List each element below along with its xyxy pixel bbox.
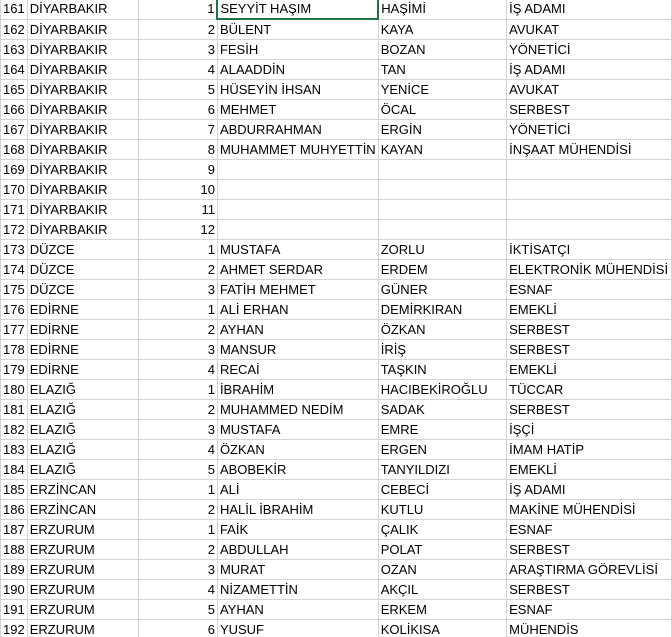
cell-profession[interactable]: ARAŞTIRMA GÖREVLİSİ bbox=[507, 560, 672, 580]
cell-order[interactable]: 10 bbox=[138, 180, 217, 200]
cell-province[interactable]: EDİRNE bbox=[27, 300, 138, 320]
table-row bbox=[1, 220, 672, 240]
cell-province[interactable]: DİYARBAKIR bbox=[27, 60, 138, 80]
table-row bbox=[1, 300, 672, 320]
cell-row-number[interactable]: 161 bbox=[1, 0, 28, 19]
cell-order[interactable]: 1 bbox=[138, 240, 217, 260]
cell-first-name[interactable]: BÜLENT bbox=[217, 19, 378, 40]
cell-profession[interactable]: SERBEST bbox=[507, 100, 672, 120]
cell-profession[interactable]: ESNAF bbox=[507, 280, 672, 300]
cell-profession[interactable]: İKTİSATÇI bbox=[507, 240, 672, 260]
cell-profession[interactable]: SERBEST bbox=[507, 320, 672, 340]
cell-row-number[interactable]: 191 bbox=[1, 600, 28, 620]
cell-order[interactable]: 4 bbox=[138, 440, 217, 460]
cell-row-number[interactable]: 183 bbox=[1, 440, 28, 460]
cell-surname[interactable]: KOLİKISA bbox=[378, 620, 506, 637]
cell-order[interactable]: 5 bbox=[138, 80, 217, 100]
cell-row-number[interactable]: 173 bbox=[1, 240, 28, 260]
table-row bbox=[1, 340, 672, 360]
table-row bbox=[1, 480, 672, 500]
cell-first-name[interactable]: FESİH bbox=[217, 40, 378, 60]
cell-row-number[interactable]: 190 bbox=[1, 580, 28, 600]
cell-province[interactable]: ELAZIĞ bbox=[27, 420, 138, 440]
table-row bbox=[1, 160, 672, 180]
cell-order[interactable]: 1 bbox=[138, 380, 217, 400]
cell-surname[interactable]: TANYILDIZI bbox=[378, 460, 506, 480]
table-row bbox=[1, 360, 672, 380]
cell-surname[interactable]: ERGİN bbox=[378, 120, 506, 140]
cell-surname[interactable]: CEBECİ bbox=[378, 480, 506, 500]
cell-row-number[interactable]: 166 bbox=[1, 100, 28, 120]
cell-province[interactable]: ERZİNCAN bbox=[27, 500, 138, 520]
cell-row-number[interactable]: 176 bbox=[1, 300, 28, 320]
cell-first-name[interactable]: ALİ bbox=[217, 480, 378, 500]
cell-profession[interactable]: YÖNETİCİ bbox=[507, 40, 672, 60]
cell-order[interactable]: 2 bbox=[138, 320, 217, 340]
cell-first-name[interactable]: MUSTAFA bbox=[217, 420, 378, 440]
cell-row-number[interactable]: 181 bbox=[1, 400, 28, 420]
cell-province[interactable]: ELAZIĞ bbox=[27, 440, 138, 460]
cell-province[interactable]: DİYARBAKIR bbox=[27, 100, 138, 120]
table-row bbox=[1, 140, 672, 160]
cell-profession[interactable]: İMAM HATİP bbox=[507, 440, 672, 460]
cell-first-name[interactable]: MUHAMMET MUHYETTİN bbox=[217, 140, 378, 160]
table-row bbox=[1, 200, 672, 220]
cell-surname[interactable]: GÜNER bbox=[378, 280, 506, 300]
cell-order[interactable]: 1 bbox=[138, 300, 217, 320]
cell-row-number[interactable]: 179 bbox=[1, 360, 28, 380]
cell-row-number[interactable]: 171 bbox=[1, 200, 28, 220]
cell-surname[interactable]: TAŞKIN bbox=[378, 360, 506, 380]
cell-surname[interactable]: POLAT bbox=[378, 540, 506, 560]
cell-order[interactable]: 3 bbox=[138, 560, 217, 580]
cell-province[interactable]: ERZURUM bbox=[27, 600, 138, 620]
cell-surname[interactable]: KAYA bbox=[378, 19, 506, 40]
cell-surname[interactable] bbox=[378, 200, 506, 220]
cell-profession[interactable]: ELEKTRONİK MÜHENDİSİ bbox=[507, 260, 672, 280]
cell-order[interactable]: 3 bbox=[138, 40, 217, 60]
cell-profession[interactable]: İŞÇİ bbox=[507, 420, 672, 440]
cell-surname[interactable]: ÖZKAN bbox=[378, 320, 506, 340]
cell-row-number[interactable]: 172 bbox=[1, 220, 28, 240]
cell-profession[interactable]: İŞ ADAMI bbox=[507, 0, 672, 19]
cell-profession[interactable]: YÖNETİCİ bbox=[507, 120, 672, 140]
cell-province[interactable]: ERZURUM bbox=[27, 540, 138, 560]
cell-row-number[interactable]: 170 bbox=[1, 180, 28, 200]
cell-province[interactable]: DİYARBAKIR bbox=[27, 140, 138, 160]
cell-first-name[interactable]: YUSUF bbox=[217, 620, 378, 637]
cell-order[interactable]: 1 bbox=[138, 0, 217, 19]
cell-profession[interactable]: SERBEST bbox=[507, 540, 672, 560]
cell-first-name[interactable]: MUHAMMED NEDİM bbox=[217, 400, 378, 420]
table-row bbox=[1, 620, 672, 637]
table-row bbox=[1, 420, 672, 440]
cell-province[interactable]: ELAZIĞ bbox=[27, 400, 138, 420]
cell-row-number[interactable]: 189 bbox=[1, 560, 28, 580]
table-row bbox=[1, 320, 672, 340]
cell-profession[interactable] bbox=[507, 160, 672, 180]
cell-first-name[interactable]: FAİK bbox=[217, 520, 378, 540]
cell-province[interactable]: ERZİNCAN bbox=[27, 480, 138, 500]
cell-row-number[interactable]: 175 bbox=[1, 280, 28, 300]
cell-surname[interactable] bbox=[378, 220, 506, 240]
cell-surname[interactable]: KUTLU bbox=[378, 500, 506, 520]
cell-order[interactable]: 12 bbox=[138, 220, 217, 240]
cell-province[interactable]: DİYARBAKIR bbox=[27, 0, 138, 19]
table-row bbox=[1, 260, 672, 280]
cell-profession[interactable] bbox=[507, 220, 672, 240]
cell-row-number[interactable]: 164 bbox=[1, 60, 28, 80]
cell-province[interactable]: ELAZIĞ bbox=[27, 460, 138, 480]
cell-profession[interactable]: MÜHENDİS bbox=[507, 620, 672, 637]
cell-province[interactable]: DİYARBAKIR bbox=[27, 200, 138, 220]
table-row bbox=[1, 280, 672, 300]
cell-first-name[interactable]: ABDULLAH bbox=[217, 540, 378, 560]
cell-first-name[interactable] bbox=[217, 160, 378, 180]
cell-order[interactable]: 2 bbox=[138, 400, 217, 420]
cell-order[interactable]: 2 bbox=[138, 260, 217, 280]
cell-surname[interactable]: ÖCAL bbox=[378, 100, 506, 120]
cell-first-name[interactable]: ABDURRAHMAN bbox=[217, 120, 378, 140]
cell-order[interactable]: 2 bbox=[138, 540, 217, 560]
cell-profession[interactable]: AVUKAT bbox=[507, 19, 672, 40]
cell-order[interactable]: 2 bbox=[138, 500, 217, 520]
cell-first-name[interactable]: AYHAN bbox=[217, 320, 378, 340]
cell-surname[interactable]: HAŞİMİ bbox=[378, 0, 506, 19]
cell-province[interactable]: ERZURUM bbox=[27, 620, 138, 637]
table-row bbox=[1, 400, 672, 420]
cell-order[interactable]: 6 bbox=[138, 620, 217, 637]
active-cell[interactable]: SEYYİT HAŞIM bbox=[217, 0, 378, 19]
cell-province[interactable]: DİYARBAKIR bbox=[27, 120, 138, 140]
cell-province[interactable]: DÜZCE bbox=[27, 240, 138, 260]
table-body bbox=[1, 0, 672, 637]
table-row bbox=[1, 60, 672, 80]
cell-first-name[interactable]: ÖZKAN bbox=[217, 440, 378, 460]
cell-province[interactable]: DİYARBAKIR bbox=[27, 180, 138, 200]
cell-surname[interactable] bbox=[378, 180, 506, 200]
table-row bbox=[1, 380, 672, 400]
cell-profession[interactable]: SERBEST bbox=[507, 580, 672, 600]
table-row bbox=[1, 0, 672, 19]
cell-surname[interactable]: ERKEM bbox=[378, 600, 506, 620]
cell-surname[interactable]: SADAK bbox=[378, 400, 506, 420]
cell-surname[interactable]: ERDEM bbox=[378, 260, 506, 280]
cell-profession[interactable]: ESNAF bbox=[507, 600, 672, 620]
cell-order[interactable]: 1 bbox=[138, 480, 217, 500]
cell-row-number[interactable]: 182 bbox=[1, 420, 28, 440]
cell-province[interactable]: EDİRNE bbox=[27, 320, 138, 340]
table-row bbox=[1, 600, 672, 620]
table-row bbox=[1, 19, 672, 40]
cell-surname[interactable] bbox=[378, 160, 506, 180]
table-row bbox=[1, 580, 672, 600]
cell-surname[interactable]: İRİŞ bbox=[378, 340, 506, 360]
cell-order[interactable]: 4 bbox=[138, 60, 217, 80]
cell-row-number[interactable]: 177 bbox=[1, 320, 28, 340]
cell-order[interactable]: 4 bbox=[138, 580, 217, 600]
cell-province[interactable]: DÜZCE bbox=[27, 260, 138, 280]
cell-province[interactable]: EDİRNE bbox=[27, 360, 138, 380]
cell-first-name[interactable]: AHMET SERDAR bbox=[217, 260, 378, 280]
table-row bbox=[1, 100, 672, 120]
cell-row-number[interactable]: 167 bbox=[1, 120, 28, 140]
cell-first-name[interactable]: MEHMET bbox=[217, 100, 378, 120]
cell-row-number[interactable]: 180 bbox=[1, 380, 28, 400]
cell-first-name[interactable] bbox=[217, 200, 378, 220]
cell-surname[interactable]: TAN bbox=[378, 60, 506, 80]
cell-order[interactable]: 1 bbox=[138, 520, 217, 540]
cell-order[interactable]: 11 bbox=[138, 200, 217, 220]
cell-province[interactable]: DİYARBAKIR bbox=[27, 40, 138, 60]
cell-profession[interactable]: İŞ ADAMI bbox=[507, 60, 672, 80]
table-row bbox=[1, 80, 672, 100]
cell-surname[interactable]: ERGEN bbox=[378, 440, 506, 460]
cell-row-number[interactable]: 188 bbox=[1, 540, 28, 560]
cell-first-name[interactable]: ALAADDİN bbox=[217, 60, 378, 80]
cell-first-name[interactable]: HÜSEYİN İHSAN bbox=[217, 80, 378, 100]
cell-first-name[interactable]: MANSUR bbox=[217, 340, 378, 360]
cell-row-number[interactable]: 165 bbox=[1, 80, 28, 100]
table-row bbox=[1, 500, 672, 520]
cell-surname[interactable]: YENİCE bbox=[378, 80, 506, 100]
cell-order[interactable]: 7 bbox=[138, 120, 217, 140]
cell-province[interactable]: DİYARBAKIR bbox=[27, 80, 138, 100]
cell-row-number[interactable]: 187 bbox=[1, 520, 28, 540]
cell-surname[interactable]: EMRE bbox=[378, 420, 506, 440]
cell-profession[interactable]: EMEKLİ bbox=[507, 300, 672, 320]
cell-order[interactable]: 5 bbox=[138, 600, 217, 620]
cell-row-number[interactable]: 178 bbox=[1, 340, 28, 360]
cell-surname[interactable]: HACIBEKİROĞLU bbox=[378, 380, 506, 400]
cell-first-name[interactable] bbox=[217, 220, 378, 240]
cell-province[interactable]: DÜZCE bbox=[27, 280, 138, 300]
table-row bbox=[1, 40, 672, 60]
table-row bbox=[1, 240, 672, 260]
cell-first-name[interactable]: RECAİ bbox=[217, 360, 378, 380]
table-row bbox=[1, 120, 672, 140]
cell-order[interactable]: 3 bbox=[138, 420, 217, 440]
cell-order[interactable]: 8 bbox=[138, 140, 217, 160]
cell-profession[interactable] bbox=[507, 200, 672, 220]
cell-profession[interactable]: İŞ ADAMI bbox=[507, 480, 672, 500]
cell-province[interactable]: DİYARBAKIR bbox=[27, 160, 138, 180]
table-row bbox=[1, 560, 672, 580]
cell-row-number[interactable]: 192 bbox=[1, 620, 28, 637]
cell-first-name[interactable]: İBRAHİM bbox=[217, 380, 378, 400]
cell-profession[interactable]: EMEKLİ bbox=[507, 460, 672, 480]
cell-surname[interactable]: DEMİRKIRAN bbox=[378, 300, 506, 320]
cell-profession[interactable]: TÜCCAR bbox=[507, 380, 672, 400]
cell-surname[interactable]: ÇALIK bbox=[378, 520, 506, 540]
cell-surname[interactable]: KAYAN bbox=[378, 140, 506, 160]
cell-first-name[interactable]: NİZAMETTİN bbox=[217, 580, 378, 600]
cell-province[interactable]: DİYARBAKIR bbox=[27, 19, 138, 40]
cell-row-number[interactable]: 186 bbox=[1, 500, 28, 520]
cell-first-name[interactable] bbox=[217, 180, 378, 200]
cell-row-number[interactable]: 162 bbox=[1, 19, 28, 40]
cell-profession[interactable]: İNŞAAT MÜHENDİSİ bbox=[507, 140, 672, 160]
cell-surname[interactable]: BOZAN bbox=[378, 40, 506, 60]
cell-first-name[interactable]: ABOBEKİR bbox=[217, 460, 378, 480]
cell-province[interactable]: ELAZIĞ bbox=[27, 380, 138, 400]
table-row bbox=[1, 180, 672, 200]
cell-province[interactable]: ERZURUM bbox=[27, 520, 138, 540]
cell-profession[interactable]: MAKİNE MÜHENDİSİ bbox=[507, 500, 672, 520]
cell-order[interactable]: 3 bbox=[138, 340, 217, 360]
table-row bbox=[1, 460, 672, 480]
cell-profession[interactable] bbox=[507, 180, 672, 200]
cell-profession[interactable]: SERBEST bbox=[507, 400, 672, 420]
cell-first-name[interactable]: AYHAN bbox=[217, 600, 378, 620]
cell-first-name[interactable]: MUSTAFA bbox=[217, 240, 378, 260]
cell-surname[interactable]: AKÇIL bbox=[378, 580, 506, 600]
cell-province[interactable]: DİYARBAKIR bbox=[27, 220, 138, 240]
cell-surname[interactable]: OZAN bbox=[378, 560, 506, 580]
cell-order[interactable]: 6 bbox=[138, 100, 217, 120]
cell-profession[interactable]: ESNAF bbox=[507, 520, 672, 540]
cell-first-name[interactable]: ALİ ERHAN bbox=[217, 300, 378, 320]
cell-profession[interactable]: AVUKAT bbox=[507, 80, 672, 100]
cell-first-name[interactable]: FATİH MEHMET bbox=[217, 280, 378, 300]
cell-row-number[interactable]: 174 bbox=[1, 260, 28, 280]
cell-profession[interactable]: EMEKLİ bbox=[507, 360, 672, 380]
table-row bbox=[1, 440, 672, 460]
cell-surname[interactable]: ZORLU bbox=[378, 240, 506, 260]
cell-order[interactable]: 5 bbox=[138, 460, 217, 480]
cell-order[interactable]: 9 bbox=[138, 160, 217, 180]
cell-first-name[interactable]: HALİL İBRAHİM bbox=[217, 500, 378, 520]
cell-profession[interactable]: SERBEST bbox=[507, 340, 672, 360]
cell-row-number[interactable]: 169 bbox=[1, 160, 28, 180]
cell-row-number[interactable]: 168 bbox=[1, 140, 28, 160]
table-row bbox=[1, 520, 672, 540]
cell-row-number[interactable]: 163 bbox=[1, 40, 28, 60]
cell-province[interactable]: EDİRNE bbox=[27, 340, 138, 360]
cell-order[interactable]: 2 bbox=[138, 19, 217, 40]
cell-row-number[interactable]: 184 bbox=[1, 460, 28, 480]
table-row bbox=[1, 540, 672, 560]
cell-row-number[interactable]: 185 bbox=[1, 480, 28, 500]
cell-province[interactable]: ERZURUM bbox=[27, 560, 138, 580]
cell-order[interactable]: 3 bbox=[138, 280, 217, 300]
cell-order[interactable]: 4 bbox=[138, 360, 217, 380]
cell-first-name[interactable]: MURAT bbox=[217, 560, 378, 580]
cell-province[interactable]: ERZURUM bbox=[27, 580, 138, 600]
